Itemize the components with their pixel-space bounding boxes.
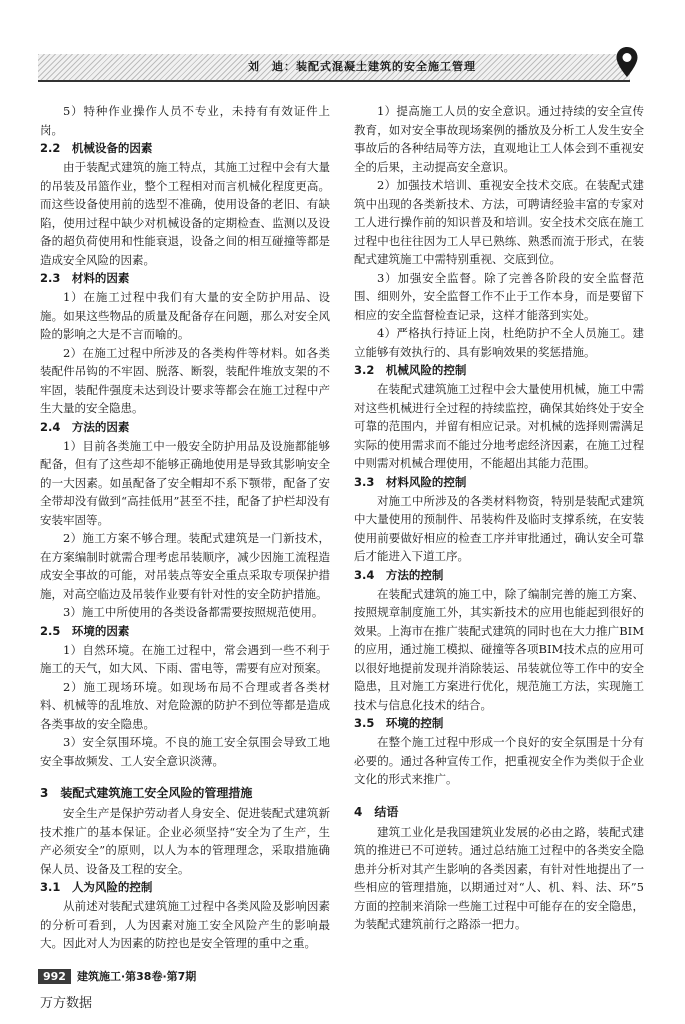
paragraph: 在装配式建筑施工过程中会大量使用机械，施工中需对这些机械进行全过程的持续监控，确保其始终处于安全可靠的范围内，并留有相应记录。对机械的选择则需满足实际的使用需求而不能过分地考虑经济因素，在施工过程中则需对机械合理使用，不能超出其能力范围。 (354, 382, 644, 470)
watermark: 万方数据 (40, 996, 93, 1011)
paragraph: 2）施工现场环境。如现场布局不合理或者各类材料、机械等的乱堆放、对危险源的防护不到位等都是造成各类事故的安全隐患。 (40, 679, 330, 731)
paragraph: 2）在施工过程中所涉及的各类构件等材料。如各类装配件吊钩的不牢固、脱落、断裂，装配件堆放支架的不牢固，装配件强度未达到设计要求等都会在施工过程中产生大量的安全隐患。 (40, 345, 330, 415)
section-heading: 4 结语 (354, 804, 399, 819)
paragraph: 3）施工中所使用的各类设备都需要按照规范使用。 (63, 605, 324, 619)
paragraph: 4）严格执行持证上岗，杜绝防护不全人员施工。建立能够有效执行的、具有影响效果的奖惩措施。 (354, 326, 644, 359)
paragraph: 安全生产是保护劳动者人身安全、促进装配式建筑新技术推广的基本保证。企业必须坚持“安全为了生产，生产必须安全”的原则，以人为本的管理理念，采取措施确保人员、设备及工程的安全。 (40, 806, 330, 876)
footer (38, 966, 196, 986)
subsection-heading: 3.1 人为风险的控制 (40, 880, 153, 894)
subsection-heading: 3.5 环境的控制 (354, 716, 444, 730)
left-column (40, 102, 330, 950)
paragraph: 3）安全氛围环境。不良的施工安全氛围会导致工地安全事故频发、工人安全意识淡薄。 (40, 735, 330, 768)
paragraph: 由于装配式建筑的施工特点，其施工过程中会有大量的吊装及吊篮作业，整个工程相对而言机械化程度更高。而这些设备使用前的选型不准确，使用设备的老旧、有缺陷，使用过程中缺少对机械设备的定期检查、监测以及设备的超负荷使用和性能衰退，设备之间的相互碰撞等都是造成安全风险的因素。 (40, 160, 330, 267)
paragraph: 在整个施工过程中形成一个良好的安全氛围是十分有必要的。通过各种宣传工作，把重视安全作为类似于企业文化的形式来推广。 (354, 735, 644, 786)
paragraph: 对施工中所涉及的各类材料物资，特别是装配式建筑中大量使用的预制件、吊装构件及临时支撑系统，在安装使用前要做好相应的检查工序并审批通过，确认安全可靠后才能进入下道工序。 (354, 493, 644, 563)
subsection-heading: 2.3 材料的因素 (40, 271, 130, 285)
paragraph: 1）目前各类施工中一般安全防护用品及设施都能够配备，但有了这些却不能够正确地使用是导致其影响安全的一大因素。如虽配备了安全帽却不系下颚带，配备了安全带却没有做到“高挂低用”甚至不挂，配备了护栏却没有安装牢固等。 (40, 438, 330, 527)
paragraph: 从前述对装配式建筑施工过程中各类风险及影响因素的分析可看到，人为因素对施工安全风险产生的影响最大。因此对人为因素的防控也是安全管理的重中之重。 (40, 899, 330, 950)
subsection-heading: 2.4 方法的因素 (40, 419, 130, 434)
journal-info: 建筑施工·第38卷·第7期 (76, 970, 197, 983)
map-pin-icon (615, 46, 639, 78)
paragraph: 2）施工方案不够合理。装配式建筑是一门新技术，在方案编制时就需合理考虑吊装顺序，减少因施工流程造成安全事故的可能，对吊装点等安全重点采取专项保护措施，对高空临边及吊装作业要有针对性的安全防护措施。 (40, 531, 330, 601)
paragraph: 建筑工业化是我国建筑业发展的必由之路，装配式建筑的推进已不可逆转。通过总结施工过程中的各类安全隐患并分析对其产生影响的各类因素，有针对性地提出了一些相应的管理措施，以期通过对“人、机、料、法、环”5方面的控制来消除一些施工过程中可能存在的安全隐患，为装配式建筑前行之路添一把力。 (354, 824, 644, 931)
paragraph: 1）提高施工人员的安全意识。通过持续的安全宣传教育，如对安全事故现场案例的播放及分析工人发生安全事故后的各种结局等方法，直观地让工人体会到不重视安全的后果，主动提高安全意识。 (354, 104, 644, 174)
subsection-heading: 2.2 机械设备的因素 (40, 141, 153, 155)
paragraph: 在装配式建筑的施工中，除了编制完善的施工方案、按照规章制度施工外，其实新技术的应用也能起到很好的效果。上海市在推广装配式建筑的同时也在大力推广BIM的应用，通过施工模拟、碰撞等各项BIM技术点的应用可以很好地提前发现并消除装运、吊装就位等工作中的安全隐患，且对施工方案进行优化，规范施工方法，实现施工技术与信息化技术的结合。 (354, 586, 644, 712)
subsection-heading: 3.3 材料风险的控制 (354, 474, 467, 489)
header-rule (38, 80, 630, 82)
subsection-heading: 2.5 环境的因素 (40, 623, 130, 638)
paragraph: 1）在施工过程中我们有大量的安全防护用品、设施。如果这些物品的质量及配备存在问题，那么对安全风险的影响之大是不言而喻的。 (40, 290, 330, 341)
subsection-heading: 3.4 方法的控制 (354, 567, 444, 582)
paragraph: 1）自然环境。在施工过程中，常会遇到一些不利于施工的天气，如大风、下雨、雷电等，需要有应对预案。 (40, 642, 330, 675)
section-heading: 3 装配式建筑施工安全风险的管理措施 (40, 786, 253, 800)
page-number: 992 (38, 969, 71, 984)
paragraph: 5）特种作业操作人员不专业，未持有有效证件上岗。 (40, 104, 330, 137)
paragraph: 2）加强技术培训、重视安全技术交底。在装配式建筑中出现的各类新技术、方法，可聘请经验丰富的专家对工人进行操作前的知识普及和培训。安全技术交底在施工过程中也往往因为工人早已熟练、熟悉而流于形式，在装配式建筑施工中需特别重视、交底到位。 (354, 178, 644, 266)
running-title: 刘 迪：装配式混凝土建筑的安全施工管理 (248, 60, 476, 73)
paragraph: 3）加强安全监督。除了完善各阶段的安全监督范围、细则外，安全监督工作不止于工作本身，而是要留下相应的安全监督检查记录，这样才能落到实处。 (354, 270, 644, 322)
subsection-heading: 3.2 机械风险的控制 (354, 363, 467, 377)
right-column (354, 102, 644, 932)
